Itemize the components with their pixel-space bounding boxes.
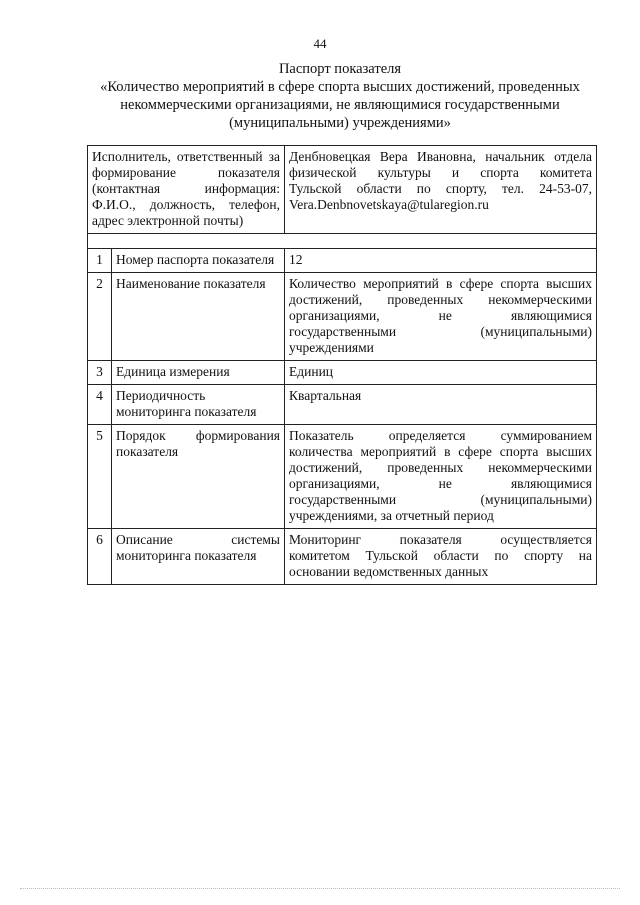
row-value-line: 12 — [289, 252, 303, 267]
row-number: 3 — [88, 361, 112, 385]
row-value-line: Показатель определяется суммированием — [289, 428, 592, 443]
row-value — [285, 425, 597, 529]
row-value — [285, 273, 597, 361]
row-number: 6 — [88, 529, 112, 585]
title-line-3: некоммерческими организациями, не являющимися государственными — [120, 97, 560, 113]
row-number: 2 — [88, 273, 112, 361]
row-label — [112, 425, 285, 529]
row-label-line: Порядок формирования — [116, 428, 280, 443]
table-row — [88, 361, 597, 385]
row-label-line: показателя — [116, 444, 179, 459]
row-label — [112, 361, 285, 385]
row-value-line: организациями, не являющимися — [289, 308, 592, 323]
row-value-line: организациями, не являющимися — [289, 476, 592, 491]
row-number: 5 — [88, 425, 112, 529]
title-line-1: Паспорт показателя — [278, 61, 402, 77]
title-line-4: (муниципальными) учреждениями» — [229, 115, 451, 131]
row-label-line: Описание системы — [116, 532, 280, 547]
row-value-line: Квартальная — [289, 388, 362, 403]
executor-label-line: (контактная информация: — [92, 181, 280, 196]
row-number: 4 — [88, 385, 112, 425]
executor-label-line: Ф.И.О., должность, телефон, — [92, 197, 280, 212]
executor-label-line: адрес электронной почты) — [92, 213, 244, 228]
row-value-line: государственными (муниципальными) — [289, 324, 592, 339]
executor-value-line: Денбновецкая Вера Ивановна, начальник отдела — [289, 149, 592, 164]
executor-label-line: формирование показателя — [92, 165, 280, 180]
row-value — [285, 385, 597, 425]
table-row — [88, 529, 597, 585]
row-label-line: Номер паспорта показателя — [116, 252, 275, 267]
executor-label-cell — [88, 146, 285, 234]
row-label-line: Периодичность — [116, 388, 206, 403]
row-label-line: мониторинга показателя — [116, 548, 257, 563]
row-label-line: Наименование показателя — [116, 276, 266, 291]
passport-table — [87, 145, 597, 585]
row-value-line: Количество мероприятий в сфере спорта высших — [289, 276, 592, 291]
row-value — [285, 249, 597, 273]
row-label-line: Единица измерения — [116, 364, 230, 379]
row-value-line: количества мероприятий в сфере спорта высших — [289, 444, 592, 459]
row-value-line: учреждениями — [289, 340, 374, 355]
table-row — [88, 273, 597, 361]
executor-label-line: Исполнитель, ответственный за — [92, 149, 280, 164]
table-row — [88, 249, 597, 273]
executor-value-cell — [285, 146, 597, 234]
executor-email: Vera.Denbnovetskaya@tularegion.ru — [289, 197, 489, 212]
executor-row — [88, 146, 597, 234]
document-title — [80, 60, 600, 132]
row-value-line: Единиц — [289, 364, 334, 379]
row-value-line: государственными (муниципальными) — [289, 492, 592, 507]
executor-value-line: Тульской области по спорту, тел. 24-53-07, — [289, 181, 592, 196]
title-line-2: «Количество мероприятий в сфере спорта высших достижений, проведенных — [100, 79, 580, 95]
scan-artifact-line — [20, 888, 620, 890]
table-row — [88, 385, 597, 425]
table-row — [88, 425, 597, 529]
page-number: 44 — [313, 36, 327, 51]
row-value-line: комитетом Тульской области по спорту на — [289, 548, 592, 563]
row-value — [285, 529, 597, 585]
row-number: 1 — [88, 249, 112, 273]
row-label — [112, 385, 285, 425]
row-value — [285, 361, 597, 385]
row-label — [112, 529, 285, 585]
row-label — [112, 273, 285, 361]
row-value-line: Мониторинг показателя осуществляется — [289, 532, 592, 547]
executor-value-line: физической культуры и спорта комитета — [289, 165, 592, 180]
row-label — [112, 249, 285, 273]
row-value-line: основании ведомственных данных — [289, 564, 489, 579]
row-value-line: достижений, проведенных некоммерческими — [289, 292, 592, 307]
row-label-line: мониторинга показателя — [116, 404, 257, 419]
row-value-line: учреждениями, за отчетный период — [289, 508, 494, 523]
row-value-line: достижений, проведенных некоммерческими — [289, 460, 592, 475]
